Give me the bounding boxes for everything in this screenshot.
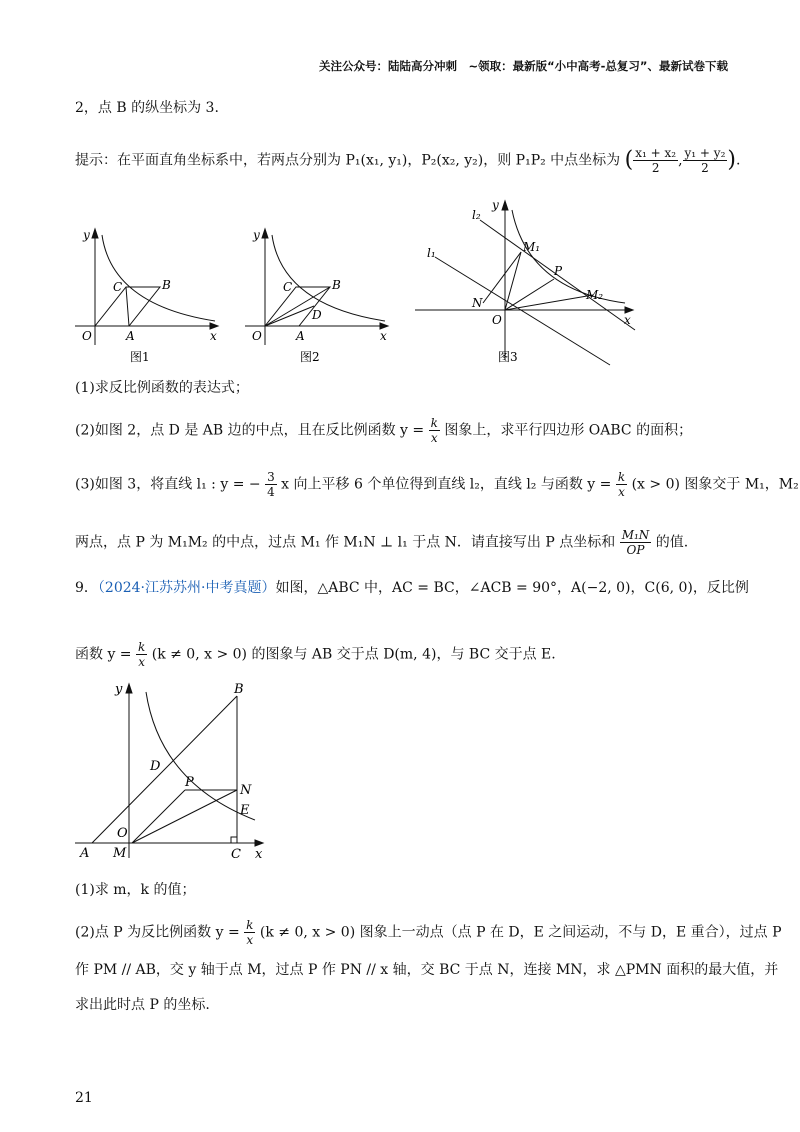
fig4-label-d: D — [150, 759, 161, 774]
fig4-label-c: C — [231, 847, 241, 862]
q2-fraction: $\frac{k}{x}$ — [430, 416, 438, 445]
fig3-label-m2: M₂ — [586, 288, 604, 302]
fig2-label-b: B — [332, 278, 341, 292]
fig1-caption: 图1 — [130, 350, 150, 364]
problem-9-question-2: (2)点 P 为反比例函数 y = $\frac{k}{x}$ (k ≠ 0, x > 0) 图象上一动点（点 P 在 D，E 之间运动，不与 D，E 重合），过点 P — [75, 918, 782, 947]
fig2-label-o: O — [252, 329, 262, 343]
fig4-label-y: y — [115, 682, 123, 697]
figure-problem-9 — [70, 678, 280, 863]
fig1-label-o: O — [82, 329, 92, 343]
hint-line: 提示：在平面直角坐标系中，若两点分别为 P₁(x₁, y₁)，P₂(x₂, y₂)，则 P₁P₂ 中点坐标为 ( $\frac{\text{x₁ + x₂}}{2}$ , $\frac{\text{y₁ + y₂}}{2}$ ). — [75, 146, 741, 175]
hint-text: 提示：在平面直角坐标系中，若两点分别为 P₁(x₁, y₁)，P₂(x₂, y₂)，则 P₁P₂ 中点坐标为 — [75, 152, 621, 169]
fig2-label-x: x — [380, 329, 387, 343]
problem-9-question-2-line3: 求出此时点 P 的坐标. — [75, 997, 210, 1013]
fig4-label-a: A — [80, 846, 90, 861]
figure-2 — [245, 229, 388, 345]
question-3: (3)如图 3，将直线 l₁ : y = − $\frac{3}{4}$ x 向上平移 6 个单位得到直线 l₂，直线 l₂ 与函数 y = $\frac{k}{x}$ (x > 0) 图象交于 M₁，M₂ — [75, 470, 799, 499]
text-line-b-coordinate: 2，点 B 的纵坐标为 3. — [75, 100, 219, 116]
q3-function-fraction: $\frac{k}{x}$ — [617, 470, 626, 499]
fig3-label-n: N — [472, 296, 483, 310]
problem-9-function: 函数 y = $\frac{k}{x}$ (k ≠ 0, x > 0) 的图象与 AB 交于点 D(m, 4)，与 BC 交于点 E. — [75, 640, 556, 669]
fig1-label-a: A — [126, 329, 135, 343]
midpoint-y-fraction: $\frac{\text{y₁ + y₂}}{2}$ — [684, 146, 726, 175]
p9q2-fraction: $\frac{k}{x}$ — [246, 918, 254, 947]
figure-1 — [75, 229, 218, 345]
fig3-label-x: x — [624, 313, 631, 327]
question-2: (2)如图 2，点 D 是 AB 边的中点，且在反比例函数 y = $\frac{k}{x}$ 图象上，求平行四边形 OABC 的面积； — [75, 416, 693, 445]
fig4-label-p: P — [185, 775, 194, 790]
p9-fraction: $\frac{k}{x}$ — [138, 640, 146, 669]
fig3-caption: 图3 — [498, 350, 518, 364]
problem-9-question-1: (1)求 m，k 的值； — [75, 882, 196, 898]
midpoint-x-fraction: $\frac{\text{x₁ + x₂}}{2}$ — [635, 146, 677, 175]
fig4-label-x: x — [255, 847, 263, 862]
fig1-label-y: y — [83, 228, 90, 242]
fig3-label-l2: l₂ — [472, 208, 481, 222]
fig3-label-o: O — [492, 313, 502, 327]
question-1: (1)求反比例函数的表达式； — [75, 380, 249, 396]
fig3-label-y: y — [492, 198, 499, 212]
figure-3 — [415, 201, 635, 365]
fig4-label-o: O — [117, 826, 128, 841]
fig2-label-c: C — [283, 280, 293, 294]
fig3-label-p: P — [554, 264, 563, 278]
fig2-label-a: A — [296, 329, 305, 343]
q3-slope-fraction: $\frac{3}{4}$ — [267, 470, 275, 499]
problem-9-question-2-line2: 作 PM // AB，交 y 轴于点 M，过点 P 作 PN // x 轴，交 BC 于点 N，连接 MN，求 △PMN 面积的最大值，并 — [75, 962, 779, 978]
fig3-label-l1: l₁ — [427, 246, 436, 260]
fig4-label-m: M — [113, 846, 127, 861]
fig4-label-n: N — [240, 783, 252, 798]
fig4-label-e: E — [240, 803, 250, 818]
fig1-label-c: C — [113, 280, 123, 294]
question-3-continued: 两点，点 P 为 M₁M₂ 的中点，过点 M₁ 作 M₁N ⊥ l₁ 于点 N．请直接写出 P 点坐标和 $\frac{\text{M₁N}}{OP}$ 的值. — [75, 528, 689, 557]
fig4-label-b: B — [234, 682, 244, 697]
fig2-label-y: y — [253, 228, 260, 242]
fig2-caption: 图2 — [300, 350, 320, 364]
fig1-label-x: x — [210, 329, 217, 343]
page-number: 21 — [75, 1090, 93, 1106]
problem-9-source: （2024·江苏苏州·中考真题） — [97, 580, 276, 596]
figures-1-3 — [60, 195, 650, 370]
q3-ratio-fraction: $\frac{\text{M₁N}}{OP}$ — [621, 528, 650, 557]
fig1-label-b: B — [162, 278, 171, 292]
fig2-label-d: D — [312, 308, 322, 322]
fig3-label-m1: M₁ — [523, 240, 541, 254]
problem-9-heading: 9．（2024·江苏苏州·中考真题）如图，△ABC 中，AC = BC，∠ACB = 90°，A(−2, 0)，C(6, 0)，反比例 — [75, 580, 749, 596]
page-header: 关注公众号：陆陆高分冲刺 ~领取：最新版“小中高考-总复习”、最新试卷下载 — [318, 59, 728, 73]
